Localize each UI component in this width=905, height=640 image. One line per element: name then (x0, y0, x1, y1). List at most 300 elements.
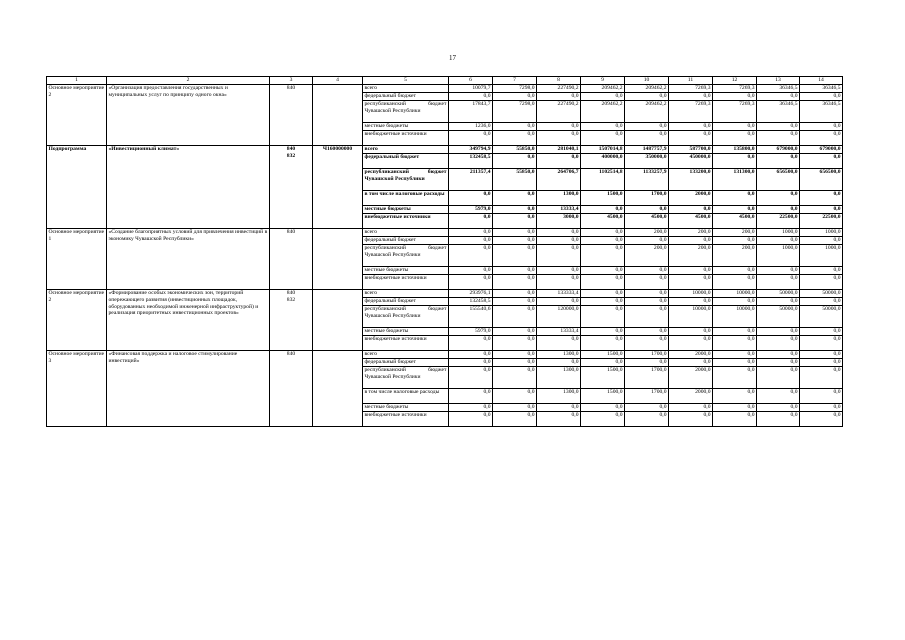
amount-cell: 200,0 (669, 245, 713, 267)
funding-source: местные бюджеты (363, 267, 449, 275)
amount-cell: 50000,0 (757, 290, 800, 298)
table-row (47, 351, 843, 359)
budget-classification-code: Ч160000000 (313, 146, 363, 229)
amount-cell: 0,0 (625, 412, 669, 427)
amount-cell: 0,0 (800, 404, 843, 412)
amount-cell: 133200,0 (669, 169, 713, 191)
amount-cell: 0,0 (713, 93, 757, 101)
budget-classification-code (313, 290, 363, 351)
amount-cell: 0,0 (581, 267, 625, 275)
amount-cell: 22500,0 (800, 214, 843, 229)
amount-cell: 36346,5 (800, 101, 843, 123)
amount-cell: 293976,1 (449, 290, 493, 298)
amount-cell: 2000,0 (669, 351, 713, 359)
amount-cell: 0,0 (493, 214, 537, 229)
amount-cell: 0,0 (493, 298, 537, 306)
amount-cell: 7269,3 (713, 85, 757, 93)
funding-source: республиканский бюджет Чувашской Республики (363, 367, 449, 389)
amount-cell: 0,0 (757, 367, 800, 389)
amount-cell: 7298,0 (493, 85, 537, 93)
amount-cell: 0,0 (625, 93, 669, 101)
event-title: Основное мероприятие 1 (47, 229, 107, 290)
amount-cell: 0,0 (625, 206, 669, 214)
budget-classification-code (313, 351, 363, 427)
amount-cell: 10000,0 (713, 306, 757, 328)
amount-cell: 0,0 (669, 336, 713, 351)
amount-cell: 0,0 (757, 328, 800, 336)
amount-cell: 0,0 (493, 367, 537, 389)
amount-cell: 0,0 (800, 93, 843, 101)
amount-cell: 0,0 (581, 359, 625, 367)
amount-cell: 0,0 (449, 229, 493, 237)
amount-cell: 36346,5 (800, 85, 843, 93)
amount-cell: 10000,0 (669, 290, 713, 298)
amount-cell: 0,0 (449, 359, 493, 367)
amount-cell: 0,0 (625, 237, 669, 245)
amount-cell: 0,0 (449, 214, 493, 229)
amount-cell: 0,0 (800, 389, 843, 404)
amount-cell: 1500,0 (581, 191, 625, 206)
table-body (47, 77, 843, 427)
amount-cell: 0,0 (713, 191, 757, 206)
column-number: 9 (581, 77, 625, 85)
amount-cell: 350000,0 (625, 154, 669, 169)
column-number: 6 (449, 77, 493, 85)
event-description: «Формирование особых экономических зон, территорий опережающего развития (инвестиционных площадок, оборудованных необходимой инженерной инфраструктурой) и реализация приоритетных инвестиционных проектов» (107, 290, 270, 351)
column-number: 3 (270, 77, 313, 85)
amount-cell: 10079,7 (449, 85, 493, 93)
budget-classification-code (313, 229, 363, 290)
column-number-row (47, 77, 843, 85)
amount-cell: 400000,0 (581, 154, 625, 169)
amount-cell: 0,0 (625, 336, 669, 351)
page-number: 17 (449, 54, 456, 62)
amount-cell: 0,0 (800, 328, 843, 336)
funding-source: местные бюджеты (363, 123, 449, 131)
budget-classification-code (313, 85, 363, 146)
amount-cell: 0,0 (449, 131, 493, 146)
amount-cell: 0,0 (537, 245, 581, 267)
amount-cell: 0,0 (800, 131, 843, 146)
amount-cell: 0,0 (449, 245, 493, 267)
amount-cell: 0,0 (493, 351, 537, 359)
column-number: 12 (713, 77, 757, 85)
amount-cell: 0,0 (581, 131, 625, 146)
funding-source: местные бюджеты (363, 206, 449, 214)
amount-cell: 0,0 (757, 206, 800, 214)
amount-cell: 0,0 (581, 275, 625, 290)
amount-cell: 0,0 (713, 154, 757, 169)
funding-source: в том числе налоговые расходы (363, 191, 449, 206)
amount-cell: 0,0 (669, 237, 713, 245)
event-title: Основное мероприятие 2 (47, 290, 107, 351)
amount-cell: 17843,7 (449, 101, 493, 123)
column-number: 1 (47, 77, 107, 85)
column-number: 5 (363, 77, 449, 85)
amount-cell: 1700,0 (625, 389, 669, 404)
funding-source: местные бюджеты (363, 404, 449, 412)
amount-cell: 0,0 (625, 131, 669, 146)
amount-cell: 1700,0 (625, 191, 669, 206)
amount-cell: 0,0 (537, 237, 581, 245)
amount-cell: 0,0 (493, 404, 537, 412)
amount-cell: 0,0 (537, 404, 581, 412)
amount-cell: 0,0 (669, 412, 713, 427)
amount-cell: 0,0 (757, 131, 800, 146)
event-description: «Финансовая поддержка и налоговое стимулирование инвестиций» (107, 351, 270, 427)
amount-cell: 0,0 (493, 328, 537, 336)
amount-cell: 131300,0 (713, 169, 757, 191)
executor-code: 840 (270, 85, 313, 146)
amount-cell: 0,0 (493, 237, 537, 245)
amount-cell: 4500,0 (581, 214, 625, 229)
amount-cell: 0,0 (757, 154, 800, 169)
amount-cell: 0,0 (800, 351, 843, 359)
amount-cell: 587700,0 (669, 146, 713, 154)
event-description: «Организация предоставления государственных и муниципальных услуг по принципу одного окна» (107, 85, 270, 146)
table-row (47, 146, 843, 154)
amount-cell: 22500,0 (757, 214, 800, 229)
amount-cell: 0,0 (581, 328, 625, 336)
amount-cell: 2000,0 (669, 389, 713, 404)
amount-cell: 209462,2 (581, 85, 625, 93)
amount-cell: 132458,5 (449, 154, 493, 169)
amount-cell: 50000,0 (800, 306, 843, 328)
amount-cell: 0,0 (493, 191, 537, 206)
amount-cell: 0,0 (449, 367, 493, 389)
amount-cell: 0,0 (493, 154, 537, 169)
amount-cell: 0,0 (757, 389, 800, 404)
amount-cell: 0,0 (493, 275, 537, 290)
amount-cell: 0,0 (493, 306, 537, 328)
funding-source: федеральный бюджет (363, 359, 449, 367)
column-number: 7 (493, 77, 537, 85)
amount-cell: 0,0 (449, 275, 493, 290)
amount-cell: 0,0 (449, 336, 493, 351)
funding-source: федеральный бюджет (363, 298, 449, 306)
amount-cell: 0,0 (625, 359, 669, 367)
amount-cell: 0,0 (493, 412, 537, 427)
amount-cell: 0,0 (581, 306, 625, 328)
amount-cell: 1700,0 (625, 367, 669, 389)
funding-source: местные бюджеты (363, 328, 449, 336)
amount-cell: 2000,0 (669, 367, 713, 389)
amount-cell: 0,0 (625, 275, 669, 290)
amount-cell: 0,0 (800, 275, 843, 290)
amount-cell: 0,0 (713, 275, 757, 290)
funding-source: всего (363, 146, 449, 154)
amount-cell: 1300,0 (537, 389, 581, 404)
amount-cell: 0,0 (449, 389, 493, 404)
executor-code: 840 832 (270, 146, 313, 229)
amount-cell: 0,0 (581, 93, 625, 101)
funding-source: всего (363, 351, 449, 359)
amount-cell: 281040,1 (537, 146, 581, 154)
amount-cell: 135800,0 (713, 146, 757, 154)
amount-cell: 1000,0 (800, 229, 843, 237)
amount-cell: 0,0 (713, 351, 757, 359)
amount-cell: 0,0 (537, 131, 581, 146)
amount-cell: 0,0 (581, 336, 625, 351)
executor-code: 840 (270, 351, 313, 427)
funding-source: федеральный бюджет (363, 93, 449, 101)
amount-cell: 0,0 (757, 404, 800, 412)
amount-cell: 209462,2 (625, 101, 669, 123)
amount-cell: 0,0 (757, 191, 800, 206)
amount-cell: 0,0 (800, 359, 843, 367)
amount-cell: 200,0 (625, 229, 669, 237)
amount-cell: 0,0 (537, 229, 581, 237)
amount-cell: 0,0 (537, 123, 581, 131)
amount-cell: 0,0 (449, 93, 493, 101)
table-row (47, 85, 843, 93)
amount-cell: 0,0 (669, 275, 713, 290)
amount-cell: 0,0 (713, 206, 757, 214)
amount-cell: 36346,5 (757, 101, 800, 123)
amount-cell: 0,0 (800, 267, 843, 275)
amount-cell: 0,0 (713, 328, 757, 336)
event-title: Основное мероприятие 2 (47, 85, 107, 146)
amount-cell: 0,0 (493, 123, 537, 131)
amount-cell: 13333,4 (537, 328, 581, 336)
event-description: «Инвестиционный климат» (107, 146, 270, 229)
funding-source: республиканский бюджет Чувашской Республики (363, 245, 449, 267)
amount-cell: 209462,2 (581, 101, 625, 123)
amount-cell: 0,0 (625, 267, 669, 275)
amount-cell: 0,0 (581, 412, 625, 427)
amount-cell: 0,0 (625, 123, 669, 131)
column-number: 10 (625, 77, 669, 85)
amount-cell: 1500,0 (581, 367, 625, 389)
event-description: «Создание благоприятных условий для привлечения инвестиций в экономику Чувашской Республики» (107, 229, 270, 290)
amount-cell: 679000,0 (800, 146, 843, 154)
amount-cell: 0,0 (581, 290, 625, 298)
amount-cell: 0,0 (537, 154, 581, 169)
amount-cell: 50000,0 (757, 306, 800, 328)
amount-cell: 0,0 (493, 359, 537, 367)
funding-source: федеральный бюджет (363, 237, 449, 245)
amount-cell: 1500,0 (581, 351, 625, 359)
amount-cell: 10000,0 (713, 290, 757, 298)
amount-cell: 0,0 (449, 237, 493, 245)
amount-cell: 0,0 (449, 412, 493, 427)
column-number: 14 (800, 77, 843, 85)
amount-cell: 0,0 (581, 206, 625, 214)
funding-source: республиканский бюджет Чувашской Республики (363, 101, 449, 123)
amount-cell: 0,0 (757, 275, 800, 290)
amount-cell: 0,0 (800, 367, 843, 389)
amount-cell: 0,0 (800, 298, 843, 306)
amount-cell: 0,0 (713, 404, 757, 412)
amount-cell: 0,0 (625, 290, 669, 298)
amount-cell: 0,0 (537, 267, 581, 275)
amount-cell: 0,0 (493, 93, 537, 101)
amount-cell: 155540,6 (449, 306, 493, 328)
amount-cell: 0,0 (581, 298, 625, 306)
amount-cell: 227490,2 (537, 85, 581, 93)
amount-cell: 0,0 (669, 267, 713, 275)
amount-cell: 0,0 (625, 328, 669, 336)
amount-cell: 1487757,9 (625, 146, 669, 154)
column-number: 13 (757, 77, 800, 85)
amount-cell: 120000,0 (537, 306, 581, 328)
column-number: 2 (107, 77, 270, 85)
amount-cell: 0,0 (493, 336, 537, 351)
amount-cell: 1507014,8 (581, 146, 625, 154)
funding-source: республиканский бюджет Чувашской Республики (363, 306, 449, 328)
amount-cell: 5979,0 (449, 328, 493, 336)
amount-cell: 0,0 (493, 389, 537, 404)
amount-cell: 1102514,8 (581, 169, 625, 191)
amount-cell: 0,0 (800, 191, 843, 206)
amount-cell: 0,0 (800, 206, 843, 214)
amount-cell: 0,0 (713, 123, 757, 131)
amount-cell: 1300,0 (537, 367, 581, 389)
funding-source: республиканский бюджет Чувашской Республики (363, 169, 449, 191)
amount-cell: 0,0 (800, 237, 843, 245)
amount-cell: 0,0 (581, 123, 625, 131)
executor-code: 840 (270, 229, 313, 290)
amount-cell: 4500,0 (625, 214, 669, 229)
amount-cell: 0,0 (757, 93, 800, 101)
amount-cell: 1000,0 (800, 245, 843, 267)
amount-cell: 13333,4 (537, 206, 581, 214)
amount-cell: 227490,2 (537, 101, 581, 123)
amount-cell: 450000,0 (669, 154, 713, 169)
amount-cell: 0,0 (713, 359, 757, 367)
amount-cell: 0,0 (713, 389, 757, 404)
funding-source: всего (363, 290, 449, 298)
amount-cell: 7269,3 (669, 85, 713, 93)
amount-cell: 0,0 (713, 367, 757, 389)
amount-cell: 2000,0 (669, 191, 713, 206)
amount-cell: 0,0 (800, 336, 843, 351)
table-row (47, 290, 843, 298)
amount-cell: 1500,0 (581, 389, 625, 404)
amount-cell: 0,0 (537, 298, 581, 306)
amount-cell: 0,0 (537, 359, 581, 367)
funding-source: внебюджетные источники (363, 214, 449, 229)
amount-cell: 7269,3 (669, 101, 713, 123)
amount-cell: 1133257,9 (625, 169, 669, 191)
funding-source: внебюджетные источники (363, 412, 449, 427)
amount-cell: 0,0 (800, 412, 843, 427)
amount-cell: 0,0 (713, 131, 757, 146)
amount-cell: 0,0 (669, 131, 713, 146)
funding-source: внебюджетные источники (363, 336, 449, 351)
column-number: 8 (537, 77, 581, 85)
amount-cell: 36346,5 (757, 85, 800, 93)
amount-cell: 0,0 (625, 298, 669, 306)
amount-cell: 0,0 (449, 267, 493, 275)
amount-cell: 0,0 (713, 336, 757, 351)
amount-cell: 0,0 (449, 351, 493, 359)
amount-cell: 1236,0 (449, 123, 493, 131)
column-number: 11 (669, 77, 713, 85)
column-number: 4 (313, 77, 363, 85)
amount-cell: 0,0 (581, 245, 625, 267)
amount-cell: 0,0 (669, 298, 713, 306)
amount-cell: 1700,0 (625, 351, 669, 359)
amount-cell: 0,0 (625, 404, 669, 412)
amount-cell: 0,0 (581, 229, 625, 237)
amount-cell: 1300,0 (537, 351, 581, 359)
amount-cell: 0,0 (757, 298, 800, 306)
amount-cell: 0,0 (493, 131, 537, 146)
funding-source: всего (363, 229, 449, 237)
amount-cell: 0,0 (757, 123, 800, 131)
amount-cell: 200,0 (713, 229, 757, 237)
amount-cell: 0,0 (669, 404, 713, 412)
amount-cell: 1000,0 (757, 245, 800, 267)
amount-cell: 0,0 (493, 290, 537, 298)
amount-cell: 0,0 (449, 191, 493, 206)
funding-source: внебюджетные источники (363, 131, 449, 146)
amount-cell: 0,0 (800, 123, 843, 131)
amount-cell: 0,0 (493, 229, 537, 237)
amount-cell: 4500,0 (669, 214, 713, 229)
amount-cell: 1000,0 (757, 229, 800, 237)
amount-cell: 209462,2 (625, 85, 669, 93)
funding-source: в том числе налоговые расходы (363, 389, 449, 404)
amount-cell: 0,0 (537, 275, 581, 290)
amount-cell: 0,0 (669, 359, 713, 367)
budget-table (46, 76, 843, 427)
amount-cell: 200,0 (625, 245, 669, 267)
amount-cell: 7269,3 (713, 101, 757, 123)
amount-cell: 0,0 (625, 306, 669, 328)
amount-cell: 0,0 (537, 412, 581, 427)
amount-cell: 200,0 (669, 229, 713, 237)
amount-cell: 0,0 (493, 245, 537, 267)
amount-cell: 7298,0 (493, 101, 537, 123)
amount-cell: 0,0 (449, 404, 493, 412)
amount-cell: 1300,0 (537, 191, 581, 206)
amount-cell: 349794,9 (449, 146, 493, 154)
amount-cell: 0,0 (713, 412, 757, 427)
amount-cell: 0,0 (757, 351, 800, 359)
amount-cell: 0,0 (537, 93, 581, 101)
amount-cell: 656500,0 (800, 169, 843, 191)
amount-cell: 0,0 (581, 404, 625, 412)
amount-cell: 3000,0 (537, 214, 581, 229)
amount-cell: 10000,0 (669, 306, 713, 328)
amount-cell: 0,0 (800, 154, 843, 169)
funding-source: всего (363, 85, 449, 93)
table-row (47, 229, 843, 237)
amount-cell: 0,0 (757, 359, 800, 367)
amount-cell: 0,0 (669, 328, 713, 336)
amount-cell: 4500,0 (713, 214, 757, 229)
amount-cell: 211357,4 (449, 169, 493, 191)
amount-cell: 0,0 (669, 206, 713, 214)
amount-cell: 0,0 (493, 206, 537, 214)
amount-cell: 264706,7 (537, 169, 581, 191)
amount-cell: 0,0 (757, 237, 800, 245)
amount-cell: 679000,0 (757, 146, 800, 154)
event-title: Подпрограмма (47, 146, 107, 229)
amount-cell: 0,0 (669, 93, 713, 101)
amount-cell: 0,0 (493, 267, 537, 275)
amount-cell: 55850,0 (493, 146, 537, 154)
executor-code: 840 832 (270, 290, 313, 351)
amount-cell: 132458,5 (449, 298, 493, 306)
amount-cell: 55850,0 (493, 169, 537, 191)
amount-cell: 0,0 (713, 267, 757, 275)
amount-cell: 133333,4 (537, 290, 581, 298)
amount-cell: 0,0 (713, 237, 757, 245)
amount-cell: 656500,0 (757, 169, 800, 191)
